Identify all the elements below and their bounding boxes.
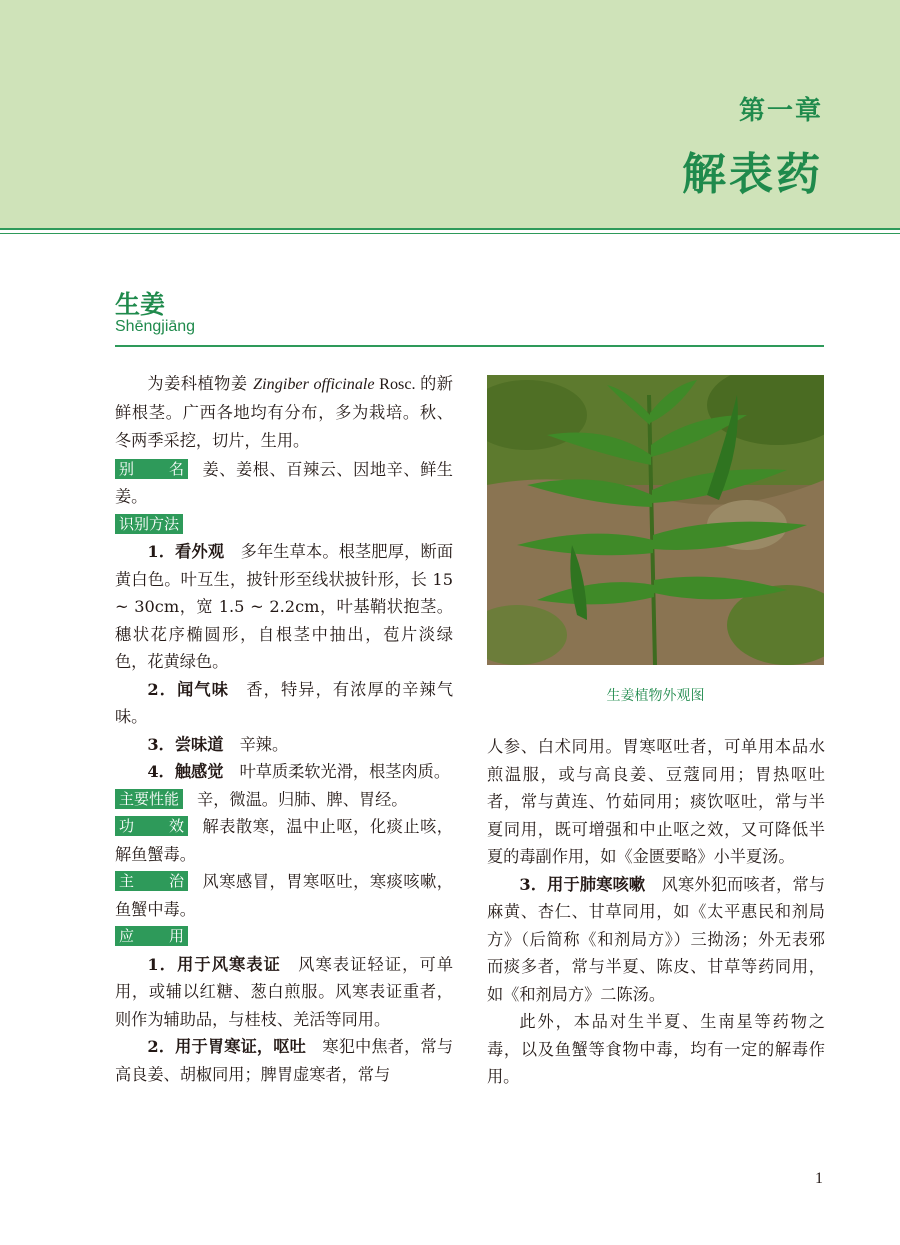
taste-text: 辛辣。: [223, 734, 289, 754]
identify-section: [115, 511, 453, 539]
use1-title: 1．用于风寒表证: [147, 954, 281, 974]
usage-label: 应 用: [115, 926, 188, 946]
touch-title: 4．触感觉: [147, 762, 224, 781]
herb-pinyin: Shēngjiāng: [115, 318, 196, 335]
use2-continued: 人参、白术同用。胃寒呕吐者，可单用本品水煎温服，或与高良姜、豆蔻同用；胃热呕吐者，常与黄连、竹茹同用；痰饮呕吐，常与半夏同用，既可增强和中止呕之效，又可降低半夏的毒副作用，如《金匮要略》小半夏汤。: [487, 737, 825, 866]
indication-text: 风寒感冒，胃寒呕吐，寒痰咳嗽，鱼蟹中毒。: [115, 872, 453, 919]
latin-name: Zingiber officinale: [253, 375, 375, 393]
intro-text-cont: Rosc. 的新鲜根茎。广西各地均有分布，多为栽培。秋、冬两季采挖，切片，生用。: [115, 375, 453, 450]
alias-text: 姜、姜根、百辣云、因地辛、鲜生姜。: [115, 459, 453, 506]
use2-text: 寒犯中焦者，常与高良姜、胡椒同用；脾胃虚寒者，常与: [115, 1037, 454, 1084]
herb-name: 生姜: [115, 290, 166, 319]
nature-section: [115, 786, 453, 814]
indication-section: [115, 868, 453, 923]
indication-label: 主 治: [115, 871, 188, 891]
identify-label: 识别方法: [115, 514, 183, 534]
usage-section: [115, 923, 453, 951]
look-text: 多年生草本。根茎肥厚，断面黄白色。叶互生，披针形至线状披针形，长 15 ~ 30cm，宽 1.5 ~ 2.2cm，叶基鞘状抱茎。穗状花序椭圆形，自根茎中抽出，苞片淡绿色，花黄绿色。: [115, 542, 454, 671]
smell-text: 香，特异，有浓厚的辛辣气味。: [115, 679, 454, 726]
intro-text: 为姜科植物姜: [147, 374, 254, 393]
figure-caption: 生姜植物外观图: [606, 688, 705, 704]
herb-title-rule: [115, 345, 824, 347]
ginger-plant-photo: [487, 375, 824, 665]
use1-item: [115, 951, 453, 1034]
effect-section: [115, 813, 453, 868]
effect-text: 解表散寒，温中止呕，化痰止咳，解鱼蟹毒。: [115, 817, 453, 864]
touch-item: [115, 758, 453, 786]
nature-text: 辛，微温。归肺、脾、胃经。: [197, 789, 408, 809]
nature-label: 主要性能: [115, 789, 183, 809]
left-column: [115, 370, 453, 1088]
other-paragraph: 此外，本品对生半夏、生南星等药物之毒，以及鱼蟹等食物中毒，均有一定的解毒作用。: [487, 1012, 825, 1086]
effect-label: 功 效: [115, 816, 188, 836]
use3-text: 风寒外犯而咳者，常与麻黄、杏仁、甘草同用，如《太平惠民和剂局方》（后简称《和剂局方》）三拗汤；外无表邪而痰多者，常与半夏、陈皮、甘草等药同用，如《和剂局方》二陈汤。: [487, 874, 826, 1004]
look-item: [115, 538, 453, 676]
smell-item: [115, 676, 453, 731]
taste-title: 3．尝味道: [147, 734, 224, 754]
header-rule-thin: [0, 233, 900, 234]
use2-title: 2．用于胃寒证，呕吐: [147, 1037, 306, 1056]
use2-item: [115, 1033, 453, 1088]
touch-text: 叶草质柔软光滑，根茎肉质。: [223, 762, 451, 781]
smell-title: 2．闻气味: [147, 679, 230, 699]
taste-item: [115, 731, 453, 759]
use3-title: 3．用于肺寒咳嗽: [519, 874, 646, 894]
use1-text: 风寒表证轻证，可单用，或辅以红糖、葱白煎服。风寒表证重者，则作为辅助品，与桂枝、羌活等同用。: [115, 954, 454, 1029]
chapter-title: 解表药: [682, 149, 823, 200]
look-title: 1．看外观: [147, 542, 225, 561]
use3-item: [487, 871, 825, 1009]
intro-paragraph: [115, 370, 453, 456]
alias-label: 别 名: [115, 459, 188, 479]
page-number: 1: [815, 1170, 823, 1187]
header-rule: [0, 228, 900, 230]
right-column: [487, 733, 825, 1091]
chapter-number: 第一章: [738, 96, 823, 126]
alias-section: [115, 456, 453, 511]
